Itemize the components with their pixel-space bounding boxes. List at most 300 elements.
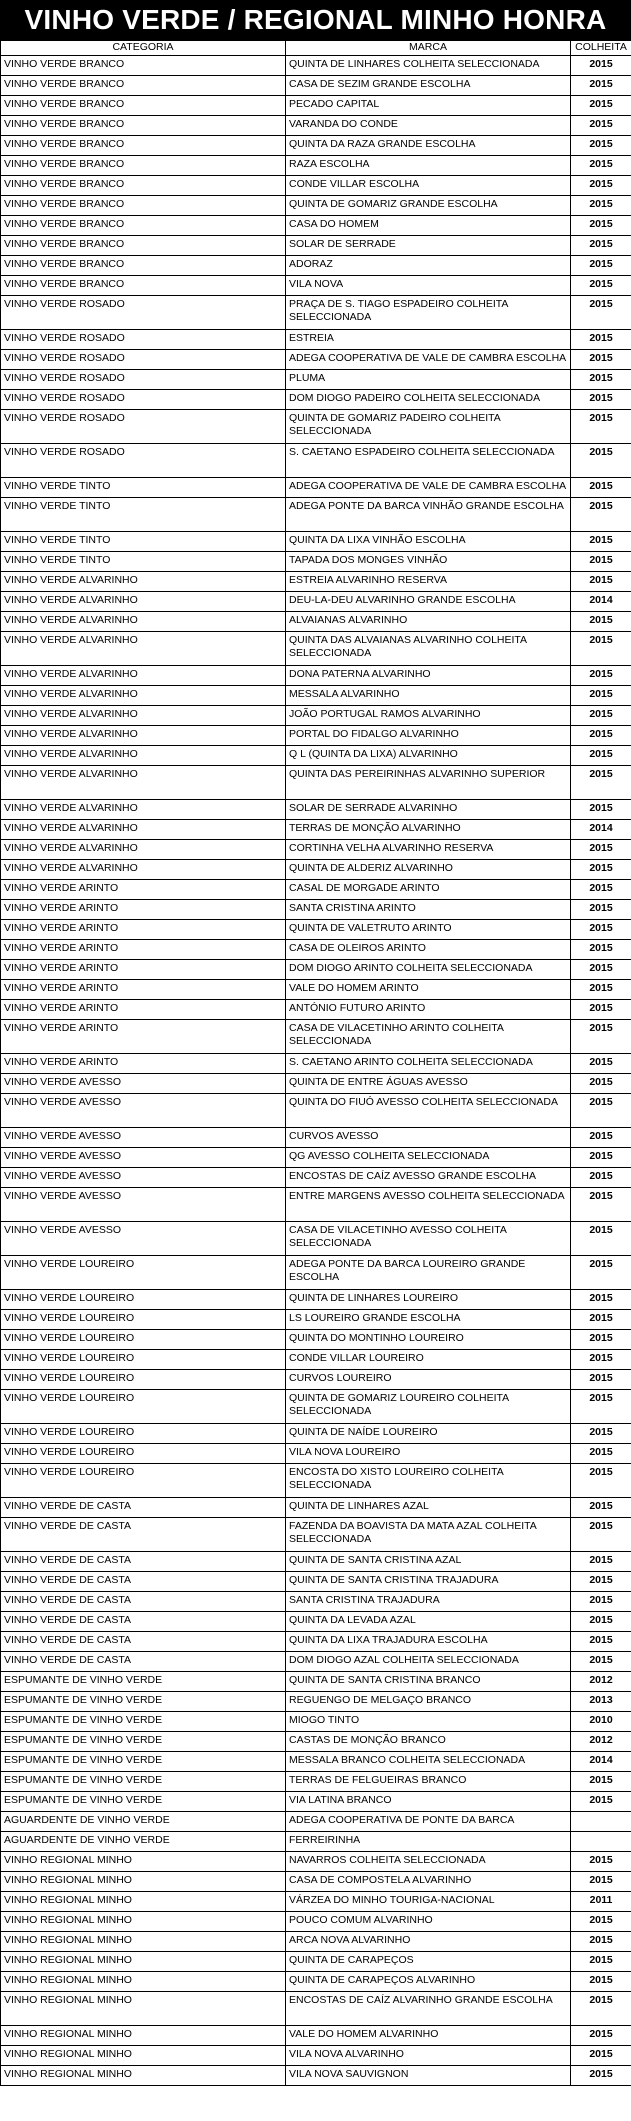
cell-colheita: 2015 <box>571 56 631 76</box>
cell-categoria: VINHO VERDE ALVARINHO <box>1 800 286 820</box>
cell-colheita: 2014 <box>571 1752 631 1772</box>
cell-marca: QUINTA DA LIXA TRAJADURA ESCOLHA <box>286 1632 571 1652</box>
table-row <box>1 1000 631 1020</box>
cell-marca: POUCO COMUM ALVARINHO <box>286 1912 571 1932</box>
cell-colheita: 2015 <box>571 1390 631 1424</box>
cell-marca: QUINTA DE GOMARIZ LOUREIRO COLHEITA SELECCIONADA <box>286 1390 571 1424</box>
cell-categoria: VINHO VERDE AVESSO <box>1 1094 286 1128</box>
table-row <box>1 840 631 860</box>
cell-categoria: VINHO VERDE ALVARINHO <box>1 706 286 726</box>
cell-categoria: VINHO VERDE ALVARINHO <box>1 686 286 706</box>
cell-colheita: 2015 <box>571 666 631 686</box>
cell-marca: Q L (QUINTA DA LIXA) ALVARINHO <box>286 746 571 766</box>
cell-colheita: 2015 <box>571 2046 631 2066</box>
cell-marca: ENCOSTAS DE CAÍZ AVESSO GRANDE ESCOLHA <box>286 1168 571 1188</box>
cell-marca: CASA DE SEZIM GRANDE ESCOLHA <box>286 76 571 96</box>
cell-colheita: 2015 <box>571 980 631 1000</box>
cell-marca: VÁRZEA DO MINHO TOURIGA-NACIONAL <box>286 1892 571 1912</box>
cell-colheita: 2015 <box>571 116 631 136</box>
cell-categoria: VINHO VERDE ARINTO <box>1 880 286 900</box>
cell-colheita: 2015 <box>571 840 631 860</box>
cell-marca: ESTREIA <box>286 330 571 350</box>
table-row <box>1 1752 631 1772</box>
cell-colheita <box>571 1832 631 1852</box>
cell-categoria: VINHO VERDE AVESSO <box>1 1128 286 1148</box>
cell-categoria: ESPUMANTE DE VINHO VERDE <box>1 1712 286 1732</box>
table-row <box>1 296 631 330</box>
cell-marca: ENTRE MARGENS AVESSO COLHEITA SELECCIONADA <box>286 1188 571 1222</box>
cell-colheita: 2015 <box>571 1094 631 1128</box>
cell-categoria: VINHO REGIONAL MINHO <box>1 1912 286 1932</box>
cell-categoria: VINHO VERDE ROSADO <box>1 296 286 330</box>
cell-colheita: 2015 <box>571 478 631 498</box>
cell-categoria: VINHO VERDE ALVARINHO <box>1 666 286 686</box>
cell-categoria: VINHO VERDE ARINTO <box>1 980 286 1000</box>
cell-categoria: VINHO VERDE DE CASTA <box>1 1572 286 1592</box>
cell-colheita: 2015 <box>571 1852 631 1872</box>
cell-colheita: 2015 <box>571 920 631 940</box>
cell-colheita: 2015 <box>571 1424 631 1444</box>
cell-marca: DONA PATERNA ALVARINHO <box>286 666 571 686</box>
table-row <box>1 1872 631 1892</box>
cell-colheita: 2015 <box>571 706 631 726</box>
cell-categoria: VINHO VERDE LOUREIRO <box>1 1424 286 1444</box>
cell-marca: QUINTA DE LINHARES COLHEITA SELECCIONADA <box>286 56 571 76</box>
cell-categoria: VINHO VERDE ALVARINHO <box>1 840 286 860</box>
cell-colheita: 2015 <box>571 1128 631 1148</box>
cell-colheita: 2015 <box>571 176 631 196</box>
cell-marca: SANTA CRISTINA ARINTO <box>286 900 571 920</box>
cell-categoria: VINHO VERDE BRANCO <box>1 136 286 156</box>
cell-categoria: VINHO VERDE ROSADO <box>1 444 286 478</box>
cell-categoria: VINHO VERDE ARINTO <box>1 1054 286 1074</box>
cell-marca: CASA DO HOMEM <box>286 216 571 236</box>
cell-marca: VIA LATINA BRANCO <box>286 1792 571 1812</box>
table-row <box>1 1952 631 1972</box>
table-row <box>1 726 631 746</box>
cell-categoria: VINHO REGIONAL MINHO <box>1 2046 286 2066</box>
cell-colheita: 2015 <box>571 1188 631 1222</box>
cell-categoria: VINHO VERDE BRANCO <box>1 276 286 296</box>
cell-categoria: VINHO VERDE LOUREIRO <box>1 1330 286 1350</box>
table-row <box>1 1812 631 1832</box>
cell-categoria: VINHO REGIONAL MINHO <box>1 1892 286 1912</box>
cell-marca: QUINTA DE SANTA CRISTINA BRANCO <box>286 1672 571 1692</box>
cell-colheita: 2010 <box>571 1712 631 1732</box>
cell-colheita: 2015 <box>571 1148 631 1168</box>
cell-categoria: VINHO VERDE ALVARINHO <box>1 612 286 632</box>
cell-marca: MIOGO TINTO <box>286 1712 571 1732</box>
table-row <box>1 1992 631 2026</box>
table-row <box>1 1168 631 1188</box>
cell-marca: REGUENGO DE MELGAÇO BRANCO <box>286 1692 571 1712</box>
cell-marca: DOM DIOGO AZAL COLHEITA SELECCIONADA <box>286 1652 571 1672</box>
cell-marca: PLUMA <box>286 370 571 390</box>
cell-marca: SANTA CRISTINA TRAJADURA <box>286 1592 571 1612</box>
table-row <box>1 1094 631 1128</box>
cell-colheita: 2015 <box>571 410 631 444</box>
table-body <box>1 56 631 2086</box>
cell-colheita: 2015 <box>571 370 631 390</box>
cell-categoria: VINHO VERDE LOUREIRO <box>1 1350 286 1370</box>
cell-colheita: 2013 <box>571 1692 631 1712</box>
table-row <box>1 330 631 350</box>
table-row <box>1 1350 631 1370</box>
table-row <box>1 1074 631 1094</box>
cell-categoria: ESPUMANTE DE VINHO VERDE <box>1 1772 286 1792</box>
cell-categoria: VINHO VERDE TINTO <box>1 478 286 498</box>
cell-categoria: VINHO VERDE LOUREIRO <box>1 1390 286 1424</box>
table-row <box>1 1256 631 1290</box>
cell-marca: CURVOS LOUREIRO <box>286 1370 571 1390</box>
cell-categoria: VINHO VERDE AVESSO <box>1 1074 286 1094</box>
table-row <box>1 1444 631 1464</box>
cell-marca: ENCOSTAS DE CAÍZ ALVARINHO GRANDE ESCOLHA <box>286 1992 571 2026</box>
cell-categoria: VINHO VERDE BRANCO <box>1 196 286 216</box>
cell-categoria: VINHO VERDE BRANCO <box>1 96 286 116</box>
cell-marca: FERREIRINHA <box>286 1832 571 1852</box>
cell-categoria: VINHO VERDE ALVARINHO <box>1 632 286 666</box>
cell-marca: SOLAR DE SERRADE <box>286 236 571 256</box>
table-row <box>1 1652 631 1672</box>
cell-categoria: VINHO VERDE ALVARINHO <box>1 746 286 766</box>
table-row <box>1 686 631 706</box>
cell-marca: QUINTA DE SANTA CRISTINA AZAL <box>286 1552 571 1572</box>
cell-categoria: ESPUMANTE DE VINHO VERDE <box>1 1672 286 1692</box>
cell-categoria: VINHO VERDE BRANCO <box>1 236 286 256</box>
cell-marca: CASAL DE MORGADE ARINTO <box>286 880 571 900</box>
cell-colheita: 2015 <box>571 1518 631 1552</box>
table-row <box>1 1672 631 1692</box>
cell-categoria: VINHO VERDE ALVARINHO <box>1 726 286 746</box>
cell-colheita: 2015 <box>571 1992 631 2026</box>
cell-categoria: ESPUMANTE DE VINHO VERDE <box>1 1692 286 1712</box>
cell-colheita: 2015 <box>571 2026 631 2046</box>
cell-marca: PRAÇA DE S. TIAGO ESPADEIRO COLHEITA SELECCIONADA <box>286 296 571 330</box>
cell-colheita: 2015 <box>571 76 631 96</box>
cell-categoria: VINHO VERDE AVESSO <box>1 1168 286 1188</box>
cell-marca: LS LOUREIRO GRANDE ESCOLHA <box>286 1310 571 1330</box>
cell-marca: QUINTA DA RAZA GRANDE ESCOLHA <box>286 136 571 156</box>
cell-marca: S. CAETANO ESPADEIRO COLHEITA SELECCIONADA <box>286 444 571 478</box>
table-row <box>1 766 631 800</box>
cell-colheita: 2015 <box>571 390 631 410</box>
table-row <box>1 980 631 1000</box>
cell-colheita: 2015 <box>571 1256 631 1290</box>
table-row <box>1 1972 631 1992</box>
cell-marca: CASA DE VILACETINHO ARINTO COLHEITA SELECCIONADA <box>286 1020 571 1054</box>
table-row <box>1 532 631 552</box>
table-row <box>1 1518 631 1552</box>
wine-table <box>0 40 631 2086</box>
cell-colheita: 2015 <box>571 880 631 900</box>
cell-colheita: 2015 <box>571 1612 631 1632</box>
cell-categoria: VINHO VERDE ARINTO <box>1 920 286 940</box>
cell-categoria: VINHO VERDE ALVARINHO <box>1 860 286 880</box>
cell-marca: VILA NOVA <box>286 276 571 296</box>
cell-colheita: 2015 <box>571 1020 631 1054</box>
cell-marca: CONDE VILLAR LOUREIRO <box>286 1350 571 1370</box>
table-row <box>1 1832 631 1852</box>
table-row <box>1 1370 631 1390</box>
cell-categoria: VINHO VERDE ARINTO <box>1 1020 286 1054</box>
table-row <box>1 2026 631 2046</box>
cell-marca: MESSALA BRANCO COLHEITA SELECCIONADA <box>286 1752 571 1772</box>
cell-colheita: 2015 <box>571 1932 631 1952</box>
cell-categoria: VINHO REGIONAL MINHO <box>1 1872 286 1892</box>
cell-marca: VILA NOVA LOUREIRO <box>286 1444 571 1464</box>
cell-marca: S. CAETANO ARINTO COLHEITA SELECCIONADA <box>286 1054 571 1074</box>
cell-categoria: VINHO VERDE DE CASTA <box>1 1612 286 1632</box>
cell-categoria: ESPUMANTE DE VINHO VERDE <box>1 1792 286 1812</box>
cell-categoria: VINHO VERDE BRANCO <box>1 176 286 196</box>
cell-categoria: VINHO VERDE BRANCO <box>1 56 286 76</box>
cell-categoria: VINHO VERDE TINTO <box>1 532 286 552</box>
cell-categoria: VINHO VERDE BRANCO <box>1 156 286 176</box>
table-row <box>1 116 631 136</box>
cell-colheita: 2015 <box>571 1464 631 1498</box>
table-row <box>1 1732 631 1752</box>
cell-colheita: 2015 <box>571 276 631 296</box>
cell-categoria: VINHO VERDE ROSADO <box>1 370 286 390</box>
table-row <box>1 390 631 410</box>
cell-colheita: 2015 <box>571 330 631 350</box>
cell-marca: CURVOS AVESSO <box>286 1128 571 1148</box>
cell-categoria: VINHO VERDE ARINTO <box>1 960 286 980</box>
cell-marca: JOÃO PORTUGAL RAMOS ALVARINHO <box>286 706 571 726</box>
cell-colheita: 2015 <box>571 296 631 330</box>
cell-categoria: VINHO REGIONAL MINHO <box>1 1932 286 1952</box>
table-row <box>1 1464 631 1498</box>
cell-marca: MESSALA ALVARINHO <box>286 686 571 706</box>
table-row <box>1 1852 631 1872</box>
cell-marca: QUINTA DE LINHARES AZAL <box>286 1498 571 1518</box>
cell-marca: QUINTA DA LEVADA AZAL <box>286 1612 571 1632</box>
cell-colheita: 2015 <box>571 256 631 276</box>
table-row <box>1 96 631 116</box>
cell-marca: QUINTA DE NAÍDE LOUREIRO <box>286 1424 571 1444</box>
cell-categoria: VINHO VERDE ARINTO <box>1 940 286 960</box>
cell-categoria: VINHO VERDE DE CASTA <box>1 1652 286 1672</box>
cell-categoria: AGUARDENTE DE VINHO VERDE <box>1 1812 286 1832</box>
table-row <box>1 1612 631 1632</box>
cell-colheita: 2015 <box>571 1074 631 1094</box>
cell-marca: ALVAIANAS ALVARINHO <box>286 612 571 632</box>
cell-marca: QUINTA DO FIUÓ AVESSO COLHEITA SELECCIONADA <box>286 1094 571 1128</box>
cell-colheita: 2015 <box>571 1370 631 1390</box>
cell-categoria: VINHO VERDE DE CASTA <box>1 1518 286 1552</box>
cell-marca: QUINTA DE ENTRE ÁGUAS AVESSO <box>286 1074 571 1094</box>
table-row <box>1 1792 631 1812</box>
cell-marca: PORTAL DO FIDALGO ALVARINHO <box>286 726 571 746</box>
cell-marca: CORTINHA VELHA ALVARINHO RESERVA <box>286 840 571 860</box>
cell-categoria: VINHO VERDE LOUREIRO <box>1 1290 286 1310</box>
cell-marca: ADEGA PONTE DA BARCA LOUREIRO GRANDE ESCOLHA <box>286 1256 571 1290</box>
cell-marca: QUINTA DA LIXA VINHÃO ESCOLHA <box>286 532 571 552</box>
table-row <box>1 1188 631 1222</box>
table-row <box>1 2066 631 2086</box>
cell-marca: CASA DE VILACETINHO AVESSO COLHEITA SELECCIONADA <box>286 1222 571 1256</box>
table-row <box>1 370 631 390</box>
table-row <box>1 444 631 478</box>
table-row <box>1 1390 631 1424</box>
cell-marca: QUINTA DE SANTA CRISTINA TRAJADURA <box>286 1572 571 1592</box>
table-row <box>1 632 631 666</box>
table-row <box>1 216 631 236</box>
cell-marca: ESTREIA ALVARINHO RESERVA <box>286 572 571 592</box>
table-row <box>1 1552 631 1572</box>
cell-categoria: VINHO VERDE ALVARINHO <box>1 572 286 592</box>
table-row <box>1 1054 631 1074</box>
table-row <box>1 1330 631 1350</box>
cell-categoria: VINHO REGIONAL MINHO <box>1 1972 286 1992</box>
cell-categoria: VINHO VERDE TINTO <box>1 552 286 572</box>
table-row <box>1 196 631 216</box>
table-row <box>1 1128 631 1148</box>
cell-colheita: 2015 <box>571 1912 631 1932</box>
cell-categoria: VINHO VERDE ARINTO <box>1 900 286 920</box>
cell-colheita: 2015 <box>571 940 631 960</box>
cell-marca: CASA DE COMPOSTELA ALVARINHO <box>286 1872 571 1892</box>
cell-colheita: 2014 <box>571 820 631 840</box>
cell-categoria: VINHO REGIONAL MINHO <box>1 2026 286 2046</box>
cell-colheita: 2012 <box>571 1732 631 1752</box>
cell-colheita: 2015 <box>571 1168 631 1188</box>
table-row <box>1 1692 631 1712</box>
table-row <box>1 1424 631 1444</box>
cell-colheita: 2015 <box>571 860 631 880</box>
table-row <box>1 1592 631 1612</box>
cell-categoria: VINHO VERDE ROSADO <box>1 410 286 444</box>
cell-marca: CASA DE OLEIROS ARINTO <box>286 940 571 960</box>
cell-colheita: 2015 <box>571 1290 631 1310</box>
table-row <box>1 236 631 256</box>
cell-categoria: VINHO REGIONAL MINHO <box>1 1852 286 1872</box>
cell-colheita: 2015 <box>571 1872 631 1892</box>
cell-marca: QUINTA DE GOMARIZ PADEIRO COLHEITA SELECCIONADA <box>286 410 571 444</box>
table-row <box>1 410 631 444</box>
cell-colheita: 2015 <box>571 532 631 552</box>
cell-categoria: VINHO REGIONAL MINHO <box>1 2066 286 2086</box>
table-row <box>1 1222 631 1256</box>
cell-categoria: VINHO VERDE TINTO <box>1 498 286 532</box>
table-row <box>1 940 631 960</box>
cell-colheita: 2015 <box>571 1792 631 1812</box>
cell-marca: QUINTA DE GOMARIZ GRANDE ESCOLHA <box>286 196 571 216</box>
cell-categoria: VINHO VERDE LOUREIRO <box>1 1370 286 1390</box>
cell-colheita: 2015 <box>571 552 631 572</box>
table-row <box>1 478 631 498</box>
cell-categoria: VINHO VERDE AVESSO <box>1 1148 286 1168</box>
table-row <box>1 1310 631 1330</box>
cell-categoria: VINHO VERDE DE CASTA <box>1 1592 286 1612</box>
cell-marca: QUINTA DE VALETRUTO ARINTO <box>286 920 571 940</box>
table-row <box>1 1632 631 1652</box>
cell-colheita: 2015 <box>571 686 631 706</box>
cell-colheita <box>571 1812 631 1832</box>
cell-colheita: 2015 <box>571 1054 631 1074</box>
table-row <box>1 1290 631 1310</box>
cell-colheita: 2015 <box>571 632 631 666</box>
cell-marca: QUINTA DE LINHARES LOUREIRO <box>286 1290 571 1310</box>
cell-marca: ANTÓNIO FUTURO ARINTO <box>286 1000 571 1020</box>
cell-colheita: 2015 <box>571 1552 631 1572</box>
table-row <box>1 498 631 532</box>
table-row <box>1 800 631 820</box>
cell-colheita: 2015 <box>571 1310 631 1330</box>
cell-categoria: VINHO VERDE DE CASTA <box>1 1498 286 1518</box>
cell-colheita: 2015 <box>571 960 631 980</box>
table-row <box>1 76 631 96</box>
cell-colheita: 2015 <box>571 196 631 216</box>
cell-colheita: 2015 <box>571 1952 631 1972</box>
cell-colheita: 2015 <box>571 1222 631 1256</box>
cell-categoria: VINHO VERDE ALVARINHO <box>1 766 286 800</box>
cell-categoria: ESPUMANTE DE VINHO VERDE <box>1 1732 286 1752</box>
cell-colheita: 2015 <box>571 236 631 256</box>
cell-marca: PECADO CAPITAL <box>286 96 571 116</box>
cell-colheita: 2015 <box>571 1498 631 1518</box>
table-row <box>1 706 631 726</box>
cell-marca: VARANDA DO CONDE <box>286 116 571 136</box>
cell-marca: QUINTA DE CARAPEÇOS ALVARINHO <box>286 1972 571 1992</box>
cell-categoria: VINHO VERDE AVESSO <box>1 1222 286 1256</box>
table-row <box>1 880 631 900</box>
cell-marca: TERRAS DE MONÇÃO ALVARINHO <box>286 820 571 840</box>
table-row <box>1 56 631 76</box>
cell-categoria: VINHO VERDE ARINTO <box>1 1000 286 1020</box>
cell-categoria: VINHO VERDE BRANCO <box>1 256 286 276</box>
table-row <box>1 1148 631 1168</box>
cell-categoria: VINHO REGIONAL MINHO <box>1 1992 286 2026</box>
cell-marca: NAVARROS COLHEITA SELECCIONADA <box>286 1852 571 1872</box>
cell-colheita: 2015 <box>571 1444 631 1464</box>
cell-marca: TERRAS DE FELGUEIRAS BRANCO <box>286 1772 571 1792</box>
cell-marca: QUINTA DE ALDERIZ ALVARINHO <box>286 860 571 880</box>
cell-marca: QUINTA DE CARAPEÇOS <box>286 1952 571 1972</box>
cell-colheita: 2015 <box>571 216 631 236</box>
cell-colheita: 2015 <box>571 1632 631 1652</box>
cell-colheita: 2015 <box>571 800 631 820</box>
cell-colheita: 2015 <box>571 1972 631 1992</box>
cell-marca: VALE DO HOMEM ALVARINHO <box>286 2026 571 2046</box>
cell-categoria: VINHO VERDE AVESSO <box>1 1188 286 1222</box>
table-row <box>1 1892 631 1912</box>
cell-marca: ADEGA PONTE DA BARCA VINHÃO GRANDE ESCOLHA <box>286 498 571 532</box>
table-row <box>1 612 631 632</box>
cell-marca: QG AVESSO COLHEITA SELECCIONADA <box>286 1148 571 1168</box>
cell-marca: DEU-LA-DEU ALVARINHO GRANDE ESCOLHA <box>286 592 571 612</box>
table-row <box>1 276 631 296</box>
cell-marca: RAZA ESCOLHA <box>286 156 571 176</box>
cell-marca: VILA NOVA SAUVIGNON <box>286 2066 571 2086</box>
cell-colheita: 2014 <box>571 592 631 612</box>
cell-colheita: 2015 <box>571 572 631 592</box>
cell-colheita: 2015 <box>571 1592 631 1612</box>
cell-marca: VALE DO HOMEM ARINTO <box>286 980 571 1000</box>
table-row <box>1 350 631 370</box>
table-row <box>1 746 631 766</box>
table-row <box>1 1772 631 1792</box>
cell-categoria: VINHO VERDE ALVARINHO <box>1 592 286 612</box>
cell-colheita: 2015 <box>571 746 631 766</box>
cell-marca: ADEGA COOPERATIVA DE VALE DE CAMBRA ESCOLHA <box>286 350 571 370</box>
cell-marca: SOLAR DE SERRADE ALVARINHO <box>286 800 571 820</box>
cell-marca: ENCOSTA DO XISTO LOUREIRO COLHEITA SELECCIONADA <box>286 1464 571 1498</box>
cell-colheita: 2015 <box>571 1652 631 1672</box>
table-row <box>1 592 631 612</box>
table-row <box>1 1498 631 1518</box>
